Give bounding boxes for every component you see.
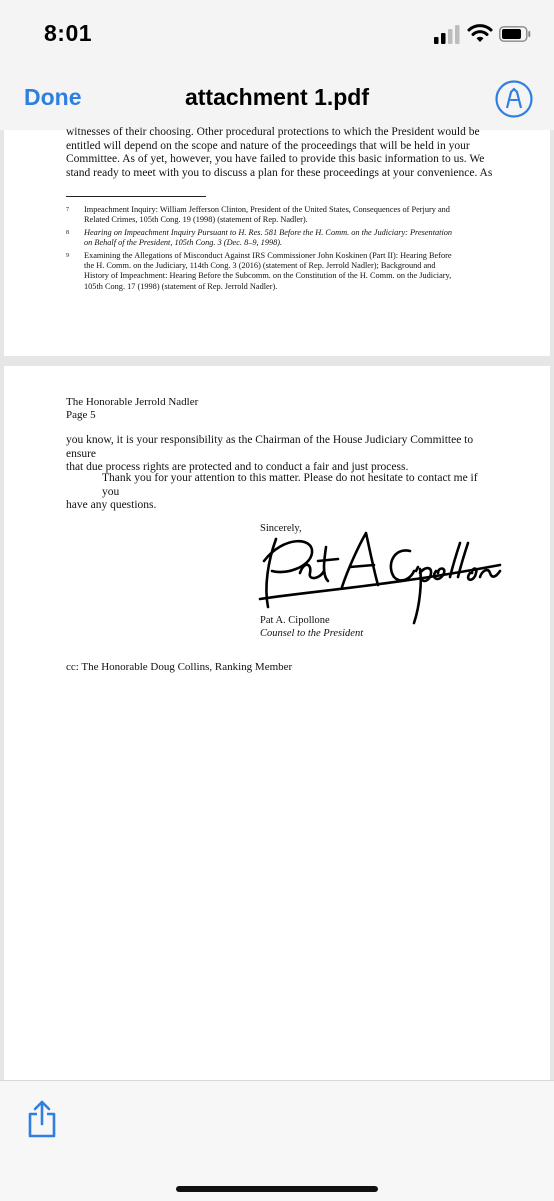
footnote-line: Hearing on Impeachment Inquiry Pursuant to H. Res. 581 Before the H. Comm. on the Judiciary: Presentation bbox=[84, 228, 453, 237]
page-body-text bbox=[66, 126, 496, 180]
text-line: have any questions. bbox=[66, 499, 157, 511]
letter-header bbox=[66, 396, 496, 422]
footnote-line: Related Crimes, 105th Cong. 19 (1998) (statement of Rep. Nadler). bbox=[84, 215, 308, 225]
cellular-signal-icon bbox=[434, 24, 462, 44]
signer-name: Pat A. Cipollone bbox=[260, 615, 330, 626]
bottom-toolbar bbox=[0, 1080, 554, 1201]
footnote-line: Examining the Allegations of Misconduct Against IRS Commissioner John Koskinen (Part II): Hearing Before bbox=[84, 251, 452, 260]
pdf-page-5 bbox=[4, 366, 550, 1080]
document-title: attachment 1.pdf bbox=[184, 84, 370, 110]
cc-line: cc: The Honorable Doug Collins, Ranking Member bbox=[66, 661, 293, 673]
letter-paragraph bbox=[66, 434, 496, 475]
text-line: that due process rights are protected and to conduct a fair and just process. bbox=[66, 461, 409, 473]
text-line: you know, it is your responsibility as the Chairman of the House Judiciary Committee to ensure bbox=[66, 434, 474, 460]
text-line: Committee. As of yet, however, you have failed to provide this basic information to us. We bbox=[66, 153, 485, 165]
footnote-divider bbox=[66, 196, 206, 197]
text-line: entitled will depend on the scope and nature of the proceedings that will be held in your bbox=[66, 139, 470, 152]
text-line: Thank you for your attention to this matter. Please do not hesitate to contact me if you bbox=[102, 472, 478, 498]
nav-bar bbox=[0, 70, 554, 131]
markup-pen-icon[interactable] bbox=[494, 79, 534, 119]
closing: Sincerely, bbox=[260, 523, 302, 534]
share-icon[interactable] bbox=[26, 1099, 58, 1139]
footnote-number: 9 bbox=[66, 253, 69, 259]
footnote-number: 7 bbox=[66, 207, 69, 213]
battery-icon bbox=[499, 26, 531, 42]
recipient-line: The Honorable Jerrold Nadler bbox=[66, 396, 199, 408]
signer-title: Counsel to the President bbox=[260, 628, 364, 639]
footnote-number: 8 bbox=[66, 230, 69, 236]
footnote-line: Impeachment Inquiry: William Jefferson Clinton, President of the United States, Consequences of Perjury and bbox=[84, 205, 450, 214]
status-bar bbox=[0, 0, 554, 70]
footnote-line: 105th Cong. 17 (1998) (statement of Rep. Jerrold Nadler). bbox=[84, 281, 278, 291]
home-indicator bbox=[176, 1186, 378, 1192]
wifi-icon bbox=[467, 22, 493, 44]
footnote-line: on Behalf of the President, 105th Cong. 3 (Dec. 8–9, 1998). bbox=[84, 238, 283, 248]
pdf-page-4 bbox=[4, 126, 550, 356]
text-line: witnesses of their choosing. Other procedural protections to which the President would be bbox=[66, 126, 480, 138]
footnote-line: the H. Comm. on the Judiciary, 114th Cong. 3 (2016) (statement of Rep. Jerrold Nadler); Background and bbox=[84, 261, 436, 271]
pdf-viewer[interactable] bbox=[0, 126, 554, 1080]
status-time: 8:01 bbox=[44, 20, 93, 46]
letter-paragraph bbox=[66, 472, 496, 513]
done-button[interactable]: Done bbox=[24, 84, 82, 110]
text-line: stand ready to meet with you to discuss a plan for these proceedings at your convenience. As bbox=[66, 166, 493, 179]
page-number: Page 5 bbox=[66, 409, 96, 421]
footnote-line: History of Impeachment: Hearing Before the Subcomm. on the Constitution of the H. Comm. on the Judiciary, bbox=[84, 271, 452, 281]
